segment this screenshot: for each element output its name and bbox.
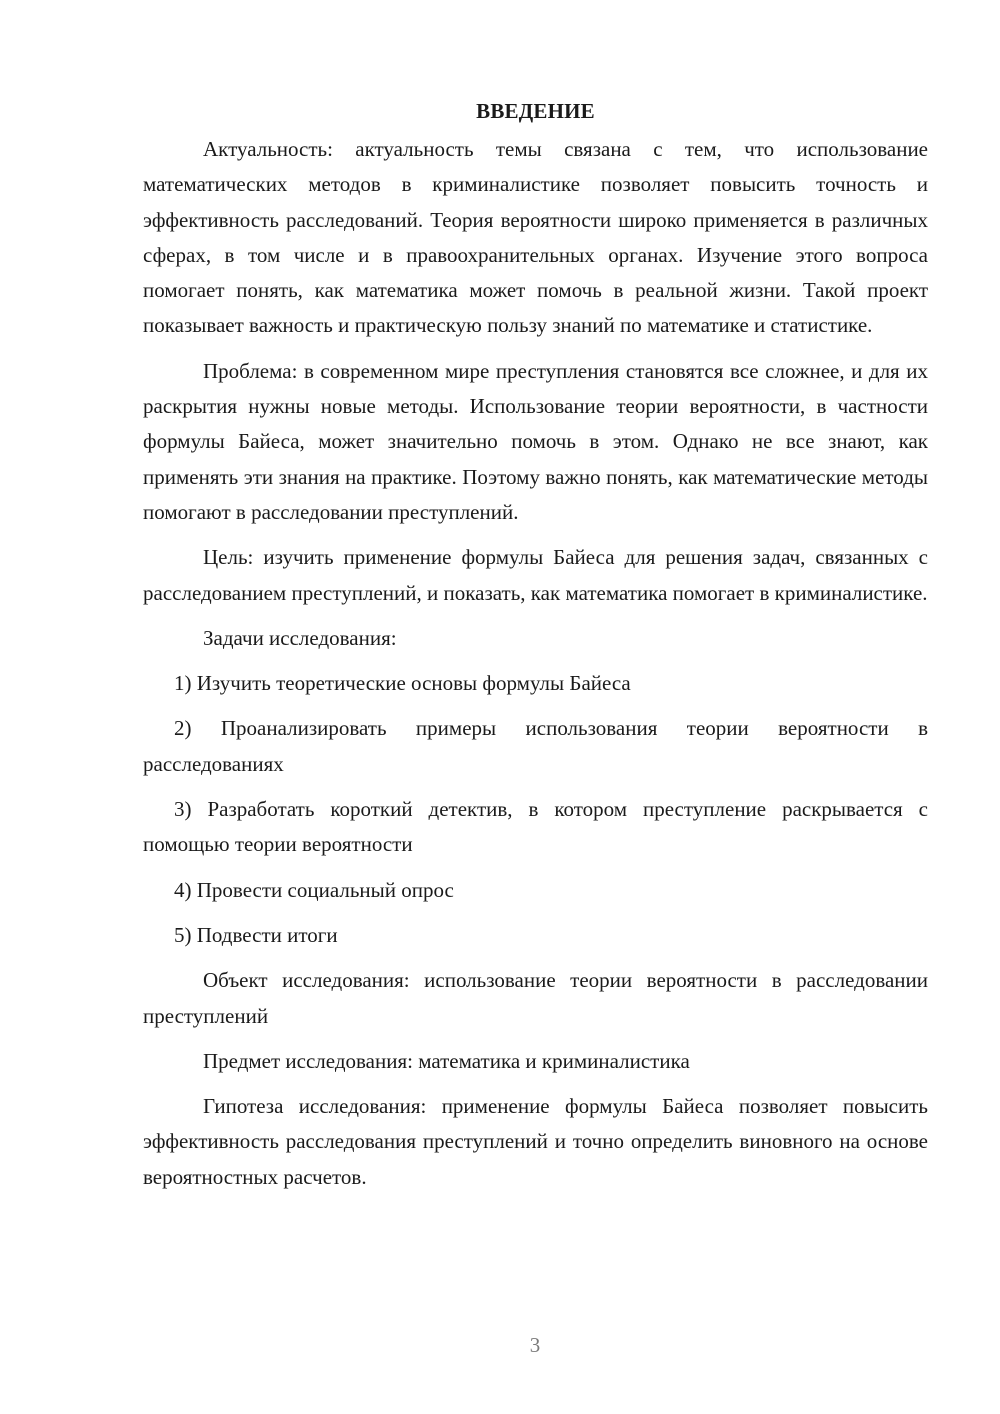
- task-item-1: 1) Изучить теоретические основы формулы Байеса: [174, 671, 631, 696]
- paragraph-goal: Цель: изучить применение формулы Байеса для решения задач, связанных с расследованием преступлений, и показать, как математика помогает в криминалистике.: [143, 545, 928, 605]
- task-item-5: 5) Подвести итоги: [174, 922, 338, 947]
- paragraph-hypothesis: Гипотеза исследования: применение формулы Байеса позволяет повысить эффективность расследования преступлений и точно определить виновного на основе вероятностных расчетов.: [143, 1094, 928, 1189]
- section-title: ВВЕДЕНИЕ: [476, 99, 595, 123]
- task-item-2: 2) Проанализировать примеры использования теории вероятности в расследованиях: [143, 716, 928, 776]
- paragraph-problem: Проблема: в современном мире преступления становятся все сложнее, и для их раскрытия нужны новые методы. Использование теории вероятности, в частности формулы Байеса, может значительно помочь в этом. Однако не все знают, как применять эти знания на практике. Поэтому важно понять, как математические методы помогают в расследовании преступлений.: [143, 358, 928, 524]
- document-page: [143, 96, 928, 1195]
- paragraph-relevance: Актуальность: актуальность темы связана с тем, что использование математических методов в криминалистике позволяет повысить точность и эффективность расследований. Теория вероятности широко применяется в различных сферах, в том числе и в правоохранительных органах. Изучение этого вопроса помогает понять, как математика может помочь в реальной жизни. Такой проект показывает важность и практическую пользу знаний по математике и статистике.: [143, 137, 928, 338]
- paragraph-object: Объект исследования: использование теории вероятности в расследовании преступлений: [143, 968, 928, 1028]
- page-number: 3: [529, 1333, 541, 1357]
- task-item-3: 3) Разработать короткий детектив, в котором преступление раскрывается с помощью теории вероятности: [143, 797, 928, 857]
- paragraph-tasks-heading: Задачи исследования:: [203, 625, 397, 650]
- paragraph-subject: Предмет исследования: математика и криминалистика: [203, 1048, 690, 1073]
- task-item-4: 4) Провести социальный опрос: [174, 877, 454, 902]
